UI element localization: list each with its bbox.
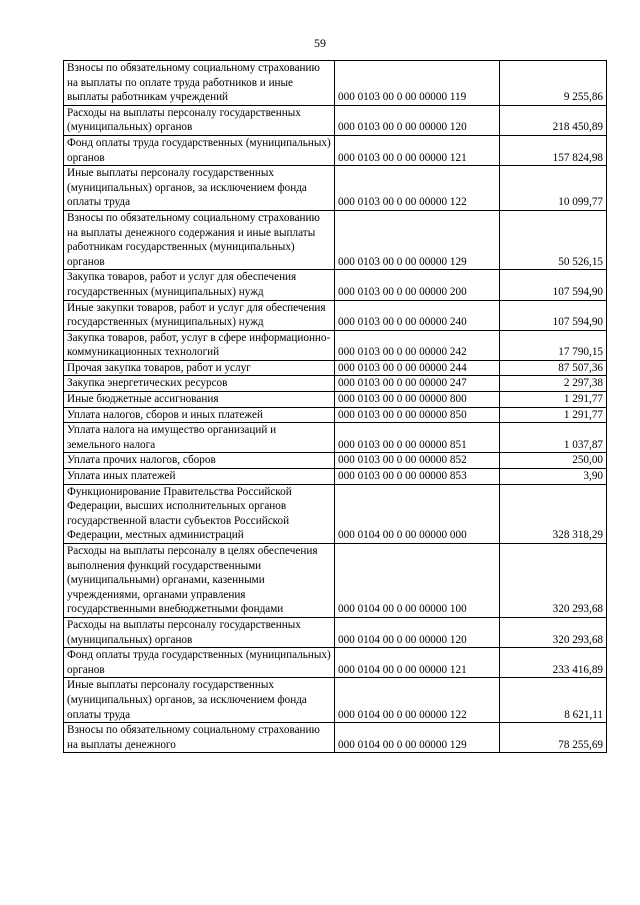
budget-code-cell: 000 0104 00 0 00 00000 122: [335, 678, 500, 723]
amount-cell: 328 318,29: [500, 484, 607, 543]
expense-name-cell: Уплата иных платежей: [64, 469, 335, 485]
page-number: 59: [314, 36, 326, 50]
table-row: [64, 300, 607, 330]
expense-name-cell: Фонд оплаты труда государственных (муниципальных) органов: [64, 648, 335, 678]
amount-cell: 1 037,87: [500, 423, 607, 453]
budget-code-cell: 000 0103 00 0 00 00000 244: [335, 360, 500, 376]
amount-cell: 218 450,89: [500, 105, 607, 135]
budget-code-cell: 000 0103 00 0 00 00000 853: [335, 469, 500, 485]
table-row: [64, 376, 607, 392]
expense-name-cell: Закупка товаров, работ, услуг в сфере информационно-коммуникационных технологий: [64, 330, 335, 360]
amount-cell: 1 291,77: [500, 407, 607, 423]
budget-table-body: [64, 61, 607, 753]
table-row: [64, 61, 607, 106]
budget-code-cell: 000 0103 00 0 00 00000 800: [335, 392, 500, 408]
expense-name-cell: Прочая закупка товаров, работ и услуг: [64, 360, 335, 376]
table-row: [64, 270, 607, 300]
expense-name-cell: Закупка энергетических ресурсов: [64, 376, 335, 392]
expense-name-cell: Уплата налога на имущество организаций и земельного налога: [64, 423, 335, 453]
expense-name-cell: Иные выплаты персоналу государственных (муниципальных) органов, за исключением фонда оплаты труда: [64, 166, 335, 211]
budget-code-cell: 000 0103 00 0 00 00000 119: [335, 61, 500, 106]
expense-name-cell: Уплата налогов, сборов и иных платежей: [64, 407, 335, 423]
expense-name-cell: Взносы по обязательному социальному страхованию на выплаты по оплате труда работников и иные выплаты работникам учреждений: [64, 61, 335, 106]
expense-name-cell: Фонд оплаты труда государственных (муниципальных) органов: [64, 135, 335, 165]
expense-name-cell: Уплата прочих налогов, сборов: [64, 453, 335, 469]
table-row: [64, 330, 607, 360]
budget-code-cell: 000 0103 00 0 00 00000 852: [335, 453, 500, 469]
budget-code-cell: 000 0104 00 0 00 00000 100: [335, 544, 500, 618]
amount-cell: 17 790,15: [500, 330, 607, 360]
expense-name-cell: Иные бюджетные ассигнования: [64, 392, 335, 408]
table-row: [64, 453, 607, 469]
budget-code-cell: 000 0104 00 0 00 00000 129: [335, 723, 500, 753]
budget-code-cell: 000 0104 00 0 00 00000 000: [335, 484, 500, 543]
budget-code-cell: 000 0103 00 0 00 00000 240: [335, 300, 500, 330]
amount-cell: 50 526,15: [500, 210, 607, 269]
budget-code-cell: 000 0103 00 0 00 00000 129: [335, 210, 500, 269]
budget-code-cell: 000 0103 00 0 00 00000 247: [335, 376, 500, 392]
amount-cell: 10 099,77: [500, 166, 607, 211]
amount-cell: 9 255,86: [500, 61, 607, 106]
amount-cell: 8 621,11: [500, 678, 607, 723]
table-row: [64, 105, 607, 135]
expense-name-cell: Расходы на выплаты персоналу государственных (муниципальных) органов: [64, 105, 335, 135]
amount-cell: 233 416,89: [500, 648, 607, 678]
table-row: [64, 210, 607, 269]
amount-cell: 107 594,90: [500, 300, 607, 330]
table-row: [64, 484, 607, 543]
table-row: [64, 678, 607, 723]
table-row: [64, 166, 607, 211]
budget-table: [63, 60, 607, 753]
table-row: [64, 407, 607, 423]
expense-name-cell: Иные закупки товаров, работ и услуг для обеспечения государственных (муниципальных) нужд: [64, 300, 335, 330]
amount-cell: 320 293,68: [500, 617, 607, 647]
table-row: [64, 392, 607, 408]
expense-name-cell: Иные выплаты персоналу государственных (муниципальных) органов, за исключением фонда оплаты труда: [64, 678, 335, 723]
budget-code-cell: 000 0103 00 0 00 00000 851: [335, 423, 500, 453]
amount-cell: 87 507,36: [500, 360, 607, 376]
table-row: [64, 723, 607, 753]
table-row: [64, 423, 607, 453]
table-row: [64, 360, 607, 376]
expense-name-cell: Взносы по обязательному социальному страхованию на выплаты денежного содержания и иные выплаты работникам государственных (муниципальных) органов: [64, 210, 335, 269]
budget-code-cell: 000 0103 00 0 00 00000 200: [335, 270, 500, 300]
amount-cell: 107 594,90: [500, 270, 607, 300]
table-row: [64, 544, 607, 618]
table-row: [64, 135, 607, 165]
amount-cell: 1 291,77: [500, 392, 607, 408]
budget-code-cell: 000 0103 00 0 00 00000 122: [335, 166, 500, 211]
budget-code-cell: 000 0103 00 0 00 00000 242: [335, 330, 500, 360]
expense-name-cell: Расходы на выплаты персоналу государственных (муниципальных) органов: [64, 617, 335, 647]
budget-code-cell: 000 0103 00 0 00 00000 121: [335, 135, 500, 165]
amount-cell: 320 293,68: [500, 544, 607, 618]
budget-code-cell: 000 0103 00 0 00 00000 120: [335, 105, 500, 135]
amount-cell: 78 255,69: [500, 723, 607, 753]
expense-name-cell: Взносы по обязательному социальному страхованию на выплаты денежного: [64, 723, 335, 753]
budget-code-cell: 000 0104 00 0 00 00000 120: [335, 617, 500, 647]
budget-code-cell: 000 0103 00 0 00 00000 850: [335, 407, 500, 423]
table-row: [64, 617, 607, 647]
amount-cell: 157 824,98: [500, 135, 607, 165]
table-row: [64, 469, 607, 485]
expense-name-cell: Расходы на выплаты персоналу в целях обеспечения выполнения функций государственными (муниципальными) органами, казенными учреждениями, органами управления государственными внебюджетными фондами: [64, 544, 335, 618]
amount-cell: 250,00: [500, 453, 607, 469]
amount-cell: 3,90: [500, 469, 607, 485]
budget-code-cell: 000 0104 00 0 00 00000 121: [335, 648, 500, 678]
table-row: [64, 648, 607, 678]
expense-name-cell: Закупка товаров, работ и услуг для обеспечения государственных (муниципальных) нужд: [64, 270, 335, 300]
expense-name-cell: Функционирование Правительства Российской Федерации, высших исполнительных органов государственной власти субъектов Российской Федерации, местных администраций: [64, 484, 335, 543]
amount-cell: 2 297,38: [500, 376, 607, 392]
